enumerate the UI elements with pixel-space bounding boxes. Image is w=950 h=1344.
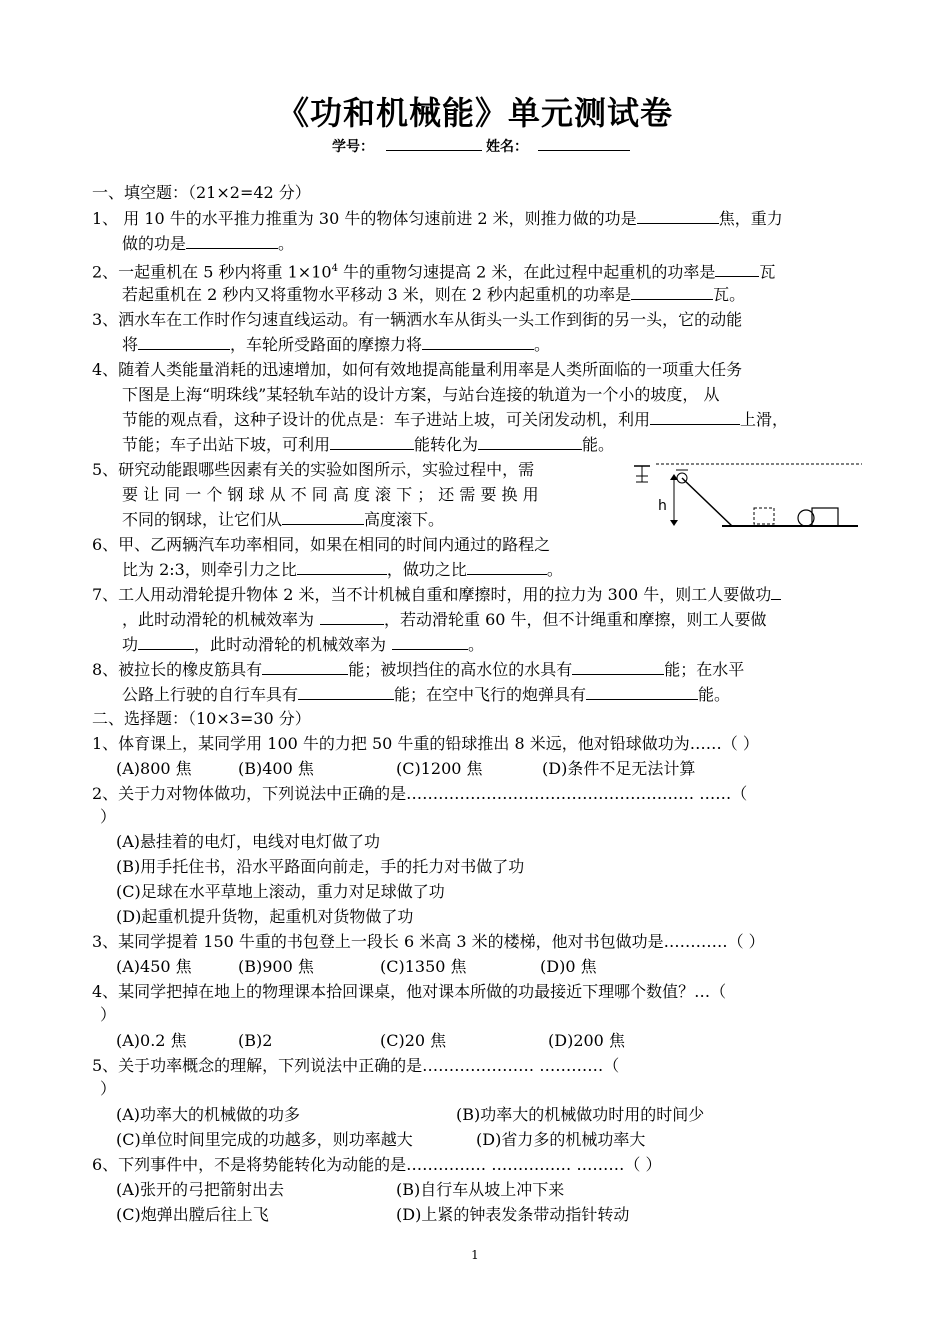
answer-blank[interactable] bbox=[320, 610, 384, 625]
fill-q3-line2: 将 ，车轮所受路面的摩擦力将 。 bbox=[122, 335, 551, 354]
choice-q6-option-a[interactable]: (A)张开的弓把箭射出去 bbox=[116, 1180, 285, 1199]
page-title: 《功和机械能》单元测试卷 bbox=[276, 94, 673, 132]
choice-q5-option-a[interactable]: (A)功率大的机械做的功多 bbox=[116, 1105, 301, 1124]
student-number-field[interactable] bbox=[386, 136, 482, 151]
answer-blank[interactable] bbox=[422, 335, 534, 350]
section-heading-choice: 二、选择题：（10×3=30 分） bbox=[92, 709, 311, 728]
answer-blank[interactable] bbox=[650, 410, 740, 425]
choice-q3-option-a[interactable]: (A)450 焦 bbox=[116, 957, 192, 976]
answer-blank[interactable] bbox=[138, 335, 230, 350]
choice-q3-option-c[interactable]: (C)1350 焦 bbox=[380, 957, 467, 976]
answer-blank[interactable] bbox=[467, 560, 547, 575]
choice-q1-option-b[interactable]: (B)400 焦 bbox=[238, 759, 314, 778]
answer-blank[interactable] bbox=[478, 435, 582, 450]
choice-q6-option-b[interactable]: (B)自行车从坡上冲下来 bbox=[396, 1180, 565, 1199]
choice-q5-option-c[interactable]: (C)单位时间里完成的功越多，则功率越大 bbox=[116, 1130, 413, 1149]
choice-q5-stem: 5、关于功率概念的理解，下列说法中正确的是………………… …………（ bbox=[92, 1056, 620, 1075]
fill-q1-line2: 做的功是 。 bbox=[122, 234, 295, 253]
choice-q6-stem: 6、下列事件中，不是将势能转化为动能的是…………… …………… ………（ ） bbox=[92, 1155, 662, 1174]
answer-blank[interactable] bbox=[392, 635, 468, 650]
answer-blank[interactable] bbox=[186, 234, 278, 249]
fill-q6-line2: 比为 2:3，则牵引力之比 ，做功之比 。 bbox=[122, 560, 563, 579]
choice-q4-stem-end: ） bbox=[100, 1005, 117, 1024]
answer-blank[interactable] bbox=[282, 510, 364, 525]
choice-q2-stem: 2、关于力对物体做功，下列说法中正确的是……………………………………………… ……（ bbox=[92, 784, 748, 803]
fill-q5-line2: 要 让 同 一 个 钢 球 从 不 同 高 度 滚 下 ； 还 需 要 换 用 bbox=[122, 485, 539, 504]
student-number-label: 学号： bbox=[332, 139, 374, 155]
answer-blank[interactable] bbox=[586, 685, 698, 700]
choice-q4-option-d[interactable]: (D)200 焦 bbox=[548, 1031, 625, 1050]
answer-blank[interactable] bbox=[771, 585, 781, 600]
fill-q2-line2: 若起重机在 2 秒内又将重物水平移动 3 米，则在 2 秒内起重机的功率是 瓦。 bbox=[122, 285, 746, 304]
answer-blank[interactable] bbox=[298, 685, 394, 700]
choice-q1-option-d[interactable]: (D)条件不足无法计算 bbox=[542, 759, 696, 778]
page-number: 1 bbox=[471, 1248, 479, 1262]
fill-q5-line3: 不同的钢球，让它们从 高度滚下。 bbox=[122, 510, 445, 529]
fill-q4-line4: 节能；车子出站下坡，可利用 能转化为 能。 bbox=[122, 435, 615, 454]
height-label: h bbox=[658, 498, 667, 514]
fill-q8-line1: 8、被拉长的橡皮筋具有 能；被坝挡住的高水位的水具有 能；在水平 bbox=[92, 660, 745, 679]
choice-q1-option-c[interactable]: (C)1200 焦 bbox=[396, 759, 483, 778]
fill-q4-line1: 4、随着人类能量消耗的迅速增加，如何有效地提高能量利用率是人类所面临的一项重大任务 bbox=[92, 360, 743, 379]
fill-q8-line2: 公路上行驶的自行车具有 能；在空中飞行的炮弹具有 能。 bbox=[122, 685, 731, 704]
fill-q7-line3: 功 ，此时动滑轮的机械效率为 。 bbox=[122, 635, 485, 654]
ramp-experiment-figure bbox=[626, 456, 866, 536]
choice-q2-option-c[interactable]: (C)足球在水平草地上滚动，重力对足球做了功 bbox=[116, 882, 445, 901]
answer-blank[interactable] bbox=[138, 635, 194, 650]
choice-q2-option-b[interactable]: (B)用手托住书，沿水平路面向前走，手的托力对书做了功 bbox=[116, 857, 525, 876]
fill-q7-line2: ，此时动滑轮的机械效率为 ，若动滑轮重 60 牛，但不计绳重和摩擦，则工人要做 bbox=[122, 610, 767, 629]
fill-q4-line3: 节能的观点看，这种子设计的优点是：车子进站上坡，可关闭发动机，利用 上滑， bbox=[122, 410, 789, 429]
name-label: 姓名： bbox=[486, 139, 528, 155]
choice-q4-option-a[interactable]: (A)0.2 焦 bbox=[116, 1031, 187, 1050]
fill-q4-line2: 下图是上海“明珠线”某轻轨车站的设计方案，与站台连接的轨道为一个小的坡度， 从 bbox=[122, 385, 720, 404]
fill-q2-line1: 2、一起重机在 5 秒内将重 $1\times 10^4$ 牛的重物匀速提高 2 米，在此过程中起重机的功率是 瓦 bbox=[92, 262, 776, 282]
fill-q1-line1: 1、 用 10 牛的水平推力推重为 30 牛的物体匀速前进 2 米，则推力做的功是 焦，重力 bbox=[92, 209, 783, 228]
choice-q2-stem-end: ） bbox=[100, 807, 117, 826]
answer-blank[interactable] bbox=[715, 262, 759, 277]
choice-q6-option-c[interactable]: (C)炮弹出膛后往上飞 bbox=[116, 1205, 269, 1224]
choice-q6-option-d[interactable]: (D)上紧的钟表发条带动指针转动 bbox=[396, 1205, 630, 1224]
name-field[interactable] bbox=[538, 136, 630, 151]
choice-q2-option-d[interactable]: (D)起重机提升货物，起重机对货物做了功 bbox=[116, 907, 414, 926]
choice-q3-option-d[interactable]: (D)0 焦 bbox=[540, 957, 597, 976]
fill-q3-line1: 3、洒水车在工作时作匀速直线运动。有一辆洒水车从街头一头工作到街的另一头，它的动能 bbox=[92, 310, 743, 329]
choice-q1-option-a[interactable]: (A)800 焦 bbox=[116, 759, 192, 778]
answer-blank[interactable] bbox=[572, 660, 664, 675]
choice-q4-option-c[interactable]: (C)20 焦 bbox=[380, 1031, 447, 1050]
fill-q5-line1: 5、研究动能跟哪些因素有关的实验如图所示，实验过程中，需 bbox=[92, 460, 535, 479]
choice-q5-stem-end: ） bbox=[100, 1079, 117, 1098]
choice-q4-stem: 4、某同学把掉在地上的物理课本拾回课桌，他对课本所做的功最接近下理哪个数值？…（ bbox=[92, 982, 727, 1001]
answer-blank[interactable] bbox=[330, 435, 414, 450]
section-heading-fill: 一、填空题：（21×2=42 分） bbox=[92, 183, 311, 202]
answer-blank[interactable] bbox=[262, 660, 348, 675]
answer-blank[interactable] bbox=[637, 209, 719, 224]
choice-q3-option-b[interactable]: (B)900 焦 bbox=[238, 957, 314, 976]
fill-q7-line1: 7、工人用动滑轮提升物体 2 米，当不计机械自重和摩擦时，用的拉力为 300 牛，则工人要做功 bbox=[92, 584, 781, 606]
answer-blank[interactable] bbox=[631, 285, 713, 300]
choice-q2-option-a[interactable]: (A)悬挂着的电灯，电线对电灯做了功 bbox=[116, 832, 381, 851]
fill-q6-line1: 6、甲、乙两辆汽车功率相同，如果在相同的时间内通过的路程之 bbox=[92, 535, 551, 554]
choice-q5-option-b[interactable]: (B)功率大的机械做功时用的时间少 bbox=[456, 1105, 705, 1124]
answer-blank[interactable] bbox=[297, 560, 387, 575]
choice-q4-option-b[interactable]: (B)2 bbox=[238, 1031, 273, 1050]
choice-q1-stem: 1、体育课上，某同学用 100 牛的力把 50 牛重的铅球推出 8 米远，他对铅球做功为……（ ） bbox=[92, 734, 759, 753]
choice-q5-option-d[interactable]: (D)省力多的机械功率大 bbox=[476, 1130, 646, 1149]
choice-q3-stem: 3、某同学提着 150 牛重的书包登上一段长 6 米高 3 米的楼梯，他对书包做功是…………（ ） bbox=[92, 932, 765, 951]
